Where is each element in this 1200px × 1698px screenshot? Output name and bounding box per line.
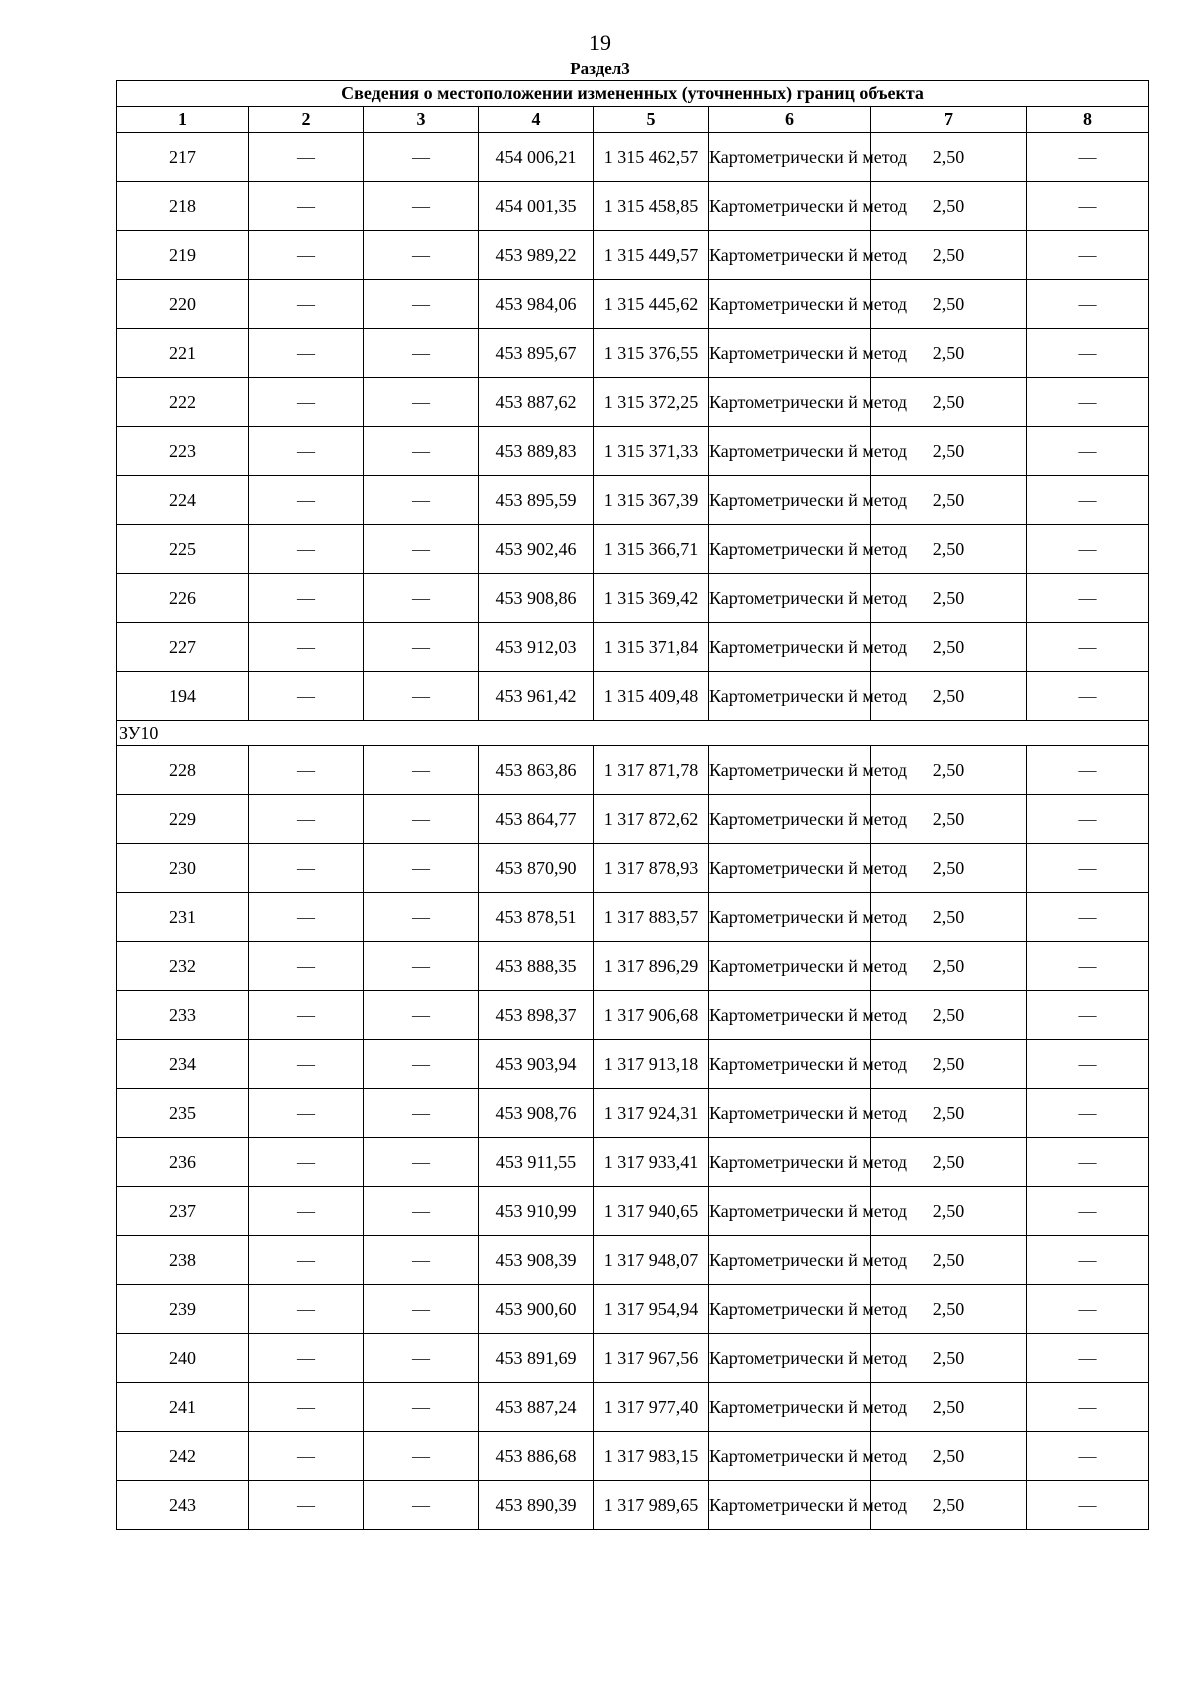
- y-coordinate-cell: 1 317 924,31: [594, 1089, 709, 1138]
- y-coordinate-cell: 1 315 366,71: [594, 525, 709, 574]
- point-number-cell: 223: [117, 427, 249, 476]
- empty-dash-cell: —: [1027, 378, 1149, 427]
- y-coordinate-cell: 1 317 983,15: [594, 1432, 709, 1481]
- empty-dash-cell: —: [364, 1383, 479, 1432]
- column-number: 1: [117, 107, 249, 133]
- x-coordinate-cell: 453 888,35: [479, 942, 594, 991]
- accuracy-cell: 2,50: [871, 1187, 1027, 1236]
- accuracy-cell: 2,50: [871, 893, 1027, 942]
- method-cell: Картометрически й метод: [709, 991, 871, 1040]
- empty-dash-cell: —: [249, 1236, 364, 1285]
- empty-dash-cell: —: [249, 746, 364, 795]
- empty-dash-cell: —: [1027, 427, 1149, 476]
- empty-dash-cell: —: [1027, 942, 1149, 991]
- point-number-cell: 228: [117, 746, 249, 795]
- y-coordinate-cell: 1 317 933,41: [594, 1138, 709, 1187]
- method-cell: Картометрически й метод: [709, 182, 871, 231]
- empty-dash-cell: —: [364, 623, 479, 672]
- accuracy-cell: 2,50: [871, 623, 1027, 672]
- empty-dash-cell: —: [364, 427, 479, 476]
- y-coordinate-cell: 1 315 462,57: [594, 133, 709, 182]
- empty-dash-cell: —: [249, 1138, 364, 1187]
- method-cell: Картометрически й метод: [709, 231, 871, 280]
- x-coordinate-cell: 453 895,59: [479, 476, 594, 525]
- empty-dash-cell: —: [364, 1089, 479, 1138]
- empty-dash-cell: —: [1027, 231, 1149, 280]
- method-cell: Картометрически й метод: [709, 672, 871, 721]
- x-coordinate-cell: 453 863,86: [479, 746, 594, 795]
- empty-dash-cell: —: [364, 231, 479, 280]
- empty-dash-cell: —: [1027, 1138, 1149, 1187]
- empty-dash-cell: —: [1027, 1236, 1149, 1285]
- empty-dash-cell: —: [1027, 795, 1149, 844]
- empty-dash-cell: —: [1027, 1089, 1149, 1138]
- table-row: [117, 329, 1149, 378]
- empty-dash-cell: —: [364, 844, 479, 893]
- table-row: [117, 623, 1149, 672]
- empty-dash-cell: —: [1027, 1432, 1149, 1481]
- method-cell: Картометрически й метод: [709, 378, 871, 427]
- point-number-cell: 224: [117, 476, 249, 525]
- point-number-cell: 222: [117, 378, 249, 427]
- column-number: 2: [249, 107, 364, 133]
- table-row: [117, 378, 1149, 427]
- table-row: [117, 1040, 1149, 1089]
- x-coordinate-cell: 453 891,69: [479, 1334, 594, 1383]
- y-coordinate-cell: 1 317 940,65: [594, 1187, 709, 1236]
- table-body: [117, 133, 1149, 1530]
- point-number-cell: 194: [117, 672, 249, 721]
- empty-dash-cell: —: [1027, 844, 1149, 893]
- y-coordinate-cell: 1 315 371,84: [594, 623, 709, 672]
- empty-dash-cell: —: [249, 427, 364, 476]
- table-row: [117, 942, 1149, 991]
- x-coordinate-cell: 453 911,55: [479, 1138, 594, 1187]
- empty-dash-cell: —: [1027, 182, 1149, 231]
- method-cell: Картометрически й метод: [709, 844, 871, 893]
- empty-dash-cell: —: [249, 1383, 364, 1432]
- table-row: [117, 991, 1149, 1040]
- empty-dash-cell: —: [1027, 1285, 1149, 1334]
- method-cell: Картометрически й метод: [709, 1040, 871, 1089]
- x-coordinate-cell: 453 903,94: [479, 1040, 594, 1089]
- x-coordinate-cell: 453 870,90: [479, 844, 594, 893]
- empty-dash-cell: —: [1027, 280, 1149, 329]
- accuracy-cell: 2,50: [871, 746, 1027, 795]
- y-coordinate-cell: 1 317 977,40: [594, 1383, 709, 1432]
- point-number-cell: 233: [117, 991, 249, 1040]
- accuracy-cell: 2,50: [871, 574, 1027, 623]
- accuracy-cell: 2,50: [871, 844, 1027, 893]
- empty-dash-cell: —: [249, 1334, 364, 1383]
- empty-dash-cell: —: [364, 525, 479, 574]
- method-cell: Картометрически й метод: [709, 1089, 871, 1138]
- method-cell: Картометрически й метод: [709, 1187, 871, 1236]
- accuracy-cell: 2,50: [871, 231, 1027, 280]
- accuracy-cell: 2,50: [871, 1236, 1027, 1285]
- point-number-cell: 229: [117, 795, 249, 844]
- accuracy-cell: 2,50: [871, 280, 1027, 329]
- point-number-cell: 226: [117, 574, 249, 623]
- x-coordinate-cell: 453 895,67: [479, 329, 594, 378]
- empty-dash-cell: —: [1027, 133, 1149, 182]
- accuracy-cell: 2,50: [871, 1040, 1027, 1089]
- table-row: [117, 1432, 1149, 1481]
- empty-dash-cell: —: [364, 672, 479, 721]
- empty-dash-cell: —: [249, 1432, 364, 1481]
- point-number-cell: 232: [117, 942, 249, 991]
- y-coordinate-cell: 1 317 913,18: [594, 1040, 709, 1089]
- table-row: [117, 672, 1149, 721]
- x-coordinate-cell: 453 864,77: [479, 795, 594, 844]
- empty-dash-cell: —: [249, 574, 364, 623]
- empty-dash-cell: —: [364, 574, 479, 623]
- table-row: [117, 574, 1149, 623]
- method-cell: Картометрически й метод: [709, 942, 871, 991]
- point-number-cell: 221: [117, 329, 249, 378]
- method-cell: Картометрически й метод: [709, 574, 871, 623]
- table-row: [117, 844, 1149, 893]
- empty-dash-cell: —: [1027, 525, 1149, 574]
- method-cell: Картометрически й метод: [709, 1481, 871, 1530]
- point-number-cell: 237: [117, 1187, 249, 1236]
- table-row: [117, 1383, 1149, 1432]
- accuracy-cell: 2,50: [871, 1334, 1027, 1383]
- x-coordinate-cell: 453 989,22: [479, 231, 594, 280]
- empty-dash-cell: —: [1027, 1383, 1149, 1432]
- y-coordinate-cell: 1 315 371,33: [594, 427, 709, 476]
- x-coordinate-cell: 454 006,21: [479, 133, 594, 182]
- accuracy-cell: 2,50: [871, 1089, 1027, 1138]
- group-header-row: [117, 721, 1149, 746]
- point-number-cell: 238: [117, 1236, 249, 1285]
- table-row: [117, 231, 1149, 280]
- point-number-cell: 243: [117, 1481, 249, 1530]
- x-coordinate-cell: 453 898,37: [479, 991, 594, 1040]
- point-number-cell: 235: [117, 1089, 249, 1138]
- coordinates-table: [116, 80, 1149, 1530]
- column-number: 7: [871, 107, 1027, 133]
- empty-dash-cell: —: [249, 378, 364, 427]
- empty-dash-cell: —: [364, 893, 479, 942]
- empty-dash-cell: —: [249, 942, 364, 991]
- y-coordinate-cell: 1 317 906,68: [594, 991, 709, 1040]
- x-coordinate-cell: 453 908,39: [479, 1236, 594, 1285]
- empty-dash-cell: —: [364, 1236, 479, 1285]
- y-coordinate-cell: 1 317 948,07: [594, 1236, 709, 1285]
- method-cell: Картометрически й метод: [709, 133, 871, 182]
- x-coordinate-cell: 453 908,76: [479, 1089, 594, 1138]
- method-cell: Картометрически й метод: [709, 795, 871, 844]
- empty-dash-cell: —: [249, 476, 364, 525]
- point-number-cell: 217: [117, 133, 249, 182]
- empty-dash-cell: —: [1027, 1040, 1149, 1089]
- empty-dash-cell: —: [364, 378, 479, 427]
- accuracy-cell: 2,50: [871, 1481, 1027, 1530]
- column-number-row: [117, 107, 1149, 133]
- accuracy-cell: 2,50: [871, 427, 1027, 476]
- empty-dash-cell: —: [249, 133, 364, 182]
- column-number: 4: [479, 107, 594, 133]
- method-cell: Картометрически й метод: [709, 476, 871, 525]
- x-coordinate-cell: 453 912,03: [479, 623, 594, 672]
- y-coordinate-cell: 1 317 954,94: [594, 1285, 709, 1334]
- empty-dash-cell: —: [249, 231, 364, 280]
- accuracy-cell: 2,50: [871, 525, 1027, 574]
- y-coordinate-cell: 1 317 872,62: [594, 795, 709, 844]
- table-row: [117, 1236, 1149, 1285]
- y-coordinate-cell: 1 317 871,78: [594, 746, 709, 795]
- empty-dash-cell: —: [249, 991, 364, 1040]
- point-number-cell: 218: [117, 182, 249, 231]
- table-row: [117, 525, 1149, 574]
- point-number-cell: 220: [117, 280, 249, 329]
- empty-dash-cell: —: [1027, 893, 1149, 942]
- point-number-cell: 227: [117, 623, 249, 672]
- empty-dash-cell: —: [364, 942, 479, 991]
- point-number-cell: 219: [117, 231, 249, 280]
- group-label: ЗУ10: [117, 721, 1149, 746]
- accuracy-cell: 2,50: [871, 991, 1027, 1040]
- x-coordinate-cell: 453 908,86: [479, 574, 594, 623]
- accuracy-cell: 2,50: [871, 942, 1027, 991]
- y-coordinate-cell: 1 317 989,65: [594, 1481, 709, 1530]
- column-number: 6: [709, 107, 871, 133]
- method-cell: Картометрически й метод: [709, 1432, 871, 1481]
- x-coordinate-cell: 453 890,39: [479, 1481, 594, 1530]
- empty-dash-cell: —: [249, 1285, 364, 1334]
- column-number: 3: [364, 107, 479, 133]
- empty-dash-cell: —: [249, 1187, 364, 1236]
- y-coordinate-cell: 1 317 878,93: [594, 844, 709, 893]
- accuracy-cell: 2,50: [871, 476, 1027, 525]
- empty-dash-cell: —: [1027, 1481, 1149, 1530]
- table-row: [117, 1089, 1149, 1138]
- empty-dash-cell: —: [249, 1040, 364, 1089]
- accuracy-cell: 2,50: [871, 182, 1027, 231]
- table-row: [117, 1334, 1149, 1383]
- empty-dash-cell: —: [249, 1481, 364, 1530]
- empty-dash-cell: —: [364, 133, 479, 182]
- table-row: [117, 427, 1149, 476]
- empty-dash-cell: —: [249, 329, 364, 378]
- accuracy-cell: 2,50: [871, 1383, 1027, 1432]
- point-number-cell: 231: [117, 893, 249, 942]
- point-number-cell: 241: [117, 1383, 249, 1432]
- empty-dash-cell: —: [364, 182, 479, 231]
- x-coordinate-cell: 453 984,06: [479, 280, 594, 329]
- accuracy-cell: 2,50: [871, 672, 1027, 721]
- column-number: 8: [1027, 107, 1149, 133]
- accuracy-cell: 2,50: [871, 1432, 1027, 1481]
- empty-dash-cell: —: [249, 1089, 364, 1138]
- empty-dash-cell: —: [364, 476, 479, 525]
- y-coordinate-cell: 1 317 967,56: [594, 1334, 709, 1383]
- accuracy-cell: 2,50: [871, 378, 1027, 427]
- point-number-cell: 225: [117, 525, 249, 574]
- y-coordinate-cell: 1 315 409,48: [594, 672, 709, 721]
- method-cell: Картометрически й метод: [709, 329, 871, 378]
- empty-dash-cell: —: [1027, 672, 1149, 721]
- point-number-cell: 239: [117, 1285, 249, 1334]
- method-cell: Картометрически й метод: [709, 525, 871, 574]
- accuracy-cell: 2,50: [871, 1285, 1027, 1334]
- table-row: [117, 280, 1149, 329]
- empty-dash-cell: —: [364, 1285, 479, 1334]
- table-row: [117, 182, 1149, 231]
- method-cell: Картометрически й метод: [709, 746, 871, 795]
- method-cell: Картометрически й метод: [709, 893, 871, 942]
- empty-dash-cell: —: [364, 1138, 479, 1187]
- table-row: [117, 476, 1149, 525]
- empty-dash-cell: —: [364, 1481, 479, 1530]
- empty-dash-cell: —: [364, 1040, 479, 1089]
- empty-dash-cell: —: [364, 746, 479, 795]
- table-row: [117, 1285, 1149, 1334]
- x-coordinate-cell: 453 889,83: [479, 427, 594, 476]
- y-coordinate-cell: 1 315 445,62: [594, 280, 709, 329]
- empty-dash-cell: —: [249, 844, 364, 893]
- empty-dash-cell: —: [364, 1334, 479, 1383]
- method-cell: Картометрически й метод: [709, 1334, 871, 1383]
- empty-dash-cell: —: [1027, 329, 1149, 378]
- accuracy-cell: 2,50: [871, 1138, 1027, 1187]
- empty-dash-cell: —: [364, 280, 479, 329]
- empty-dash-cell: —: [249, 525, 364, 574]
- x-coordinate-cell: 453 961,42: [479, 672, 594, 721]
- empty-dash-cell: —: [249, 182, 364, 231]
- y-coordinate-cell: 1 315 367,39: [594, 476, 709, 525]
- x-coordinate-cell: 453 902,46: [479, 525, 594, 574]
- empty-dash-cell: —: [249, 795, 364, 844]
- empty-dash-cell: —: [1027, 476, 1149, 525]
- table-caption: Сведения о местоположении измененных (уточненных) границ объекта: [117, 81, 1149, 107]
- point-number-cell: 242: [117, 1432, 249, 1481]
- y-coordinate-cell: 1 315 376,55: [594, 329, 709, 378]
- empty-dash-cell: —: [364, 795, 479, 844]
- empty-dash-cell: —: [364, 991, 479, 1040]
- table-row: [117, 1138, 1149, 1187]
- table-row: [117, 1481, 1149, 1530]
- empty-dash-cell: —: [1027, 746, 1149, 795]
- method-cell: Картометрически й метод: [709, 427, 871, 476]
- empty-dash-cell: —: [364, 1187, 479, 1236]
- x-coordinate-cell: 453 900,60: [479, 1285, 594, 1334]
- x-coordinate-cell: 453 887,24: [479, 1383, 594, 1432]
- empty-dash-cell: —: [1027, 1187, 1149, 1236]
- y-coordinate-cell: 1 317 896,29: [594, 942, 709, 991]
- method-cell: Картометрически й метод: [709, 280, 871, 329]
- y-coordinate-cell: 1 317 883,57: [594, 893, 709, 942]
- empty-dash-cell: —: [249, 623, 364, 672]
- accuracy-cell: 2,50: [871, 329, 1027, 378]
- empty-dash-cell: —: [364, 1432, 479, 1481]
- point-number-cell: 236: [117, 1138, 249, 1187]
- empty-dash-cell: —: [364, 329, 479, 378]
- table-row: [117, 133, 1149, 182]
- column-number: 5: [594, 107, 709, 133]
- x-coordinate-cell: 454 001,35: [479, 182, 594, 231]
- empty-dash-cell: —: [1027, 991, 1149, 1040]
- point-number-cell: 230: [117, 844, 249, 893]
- y-coordinate-cell: 1 315 369,42: [594, 574, 709, 623]
- y-coordinate-cell: 1 315 449,57: [594, 231, 709, 280]
- empty-dash-cell: —: [249, 893, 364, 942]
- section-label: Раздел3: [570, 59, 630, 78]
- accuracy-cell: 2,50: [871, 795, 1027, 844]
- empty-dash-cell: —: [1027, 623, 1149, 672]
- point-number-cell: 234: [117, 1040, 249, 1089]
- point-number-cell: 240: [117, 1334, 249, 1383]
- x-coordinate-cell: 453 878,51: [479, 893, 594, 942]
- method-cell: Картометрически й метод: [709, 1383, 871, 1432]
- method-cell: Картометрически й метод: [709, 1236, 871, 1285]
- x-coordinate-cell: 453 886,68: [479, 1432, 594, 1481]
- x-coordinate-cell: 453 887,62: [479, 378, 594, 427]
- empty-dash-cell: —: [1027, 1334, 1149, 1383]
- method-cell: Картометрически й метод: [709, 1285, 871, 1334]
- method-cell: Картометрически й метод: [709, 623, 871, 672]
- table-row: [117, 893, 1149, 942]
- empty-dash-cell: —: [249, 672, 364, 721]
- accuracy-cell: 2,50: [871, 133, 1027, 182]
- table-row: [117, 746, 1149, 795]
- empty-dash-cell: —: [1027, 574, 1149, 623]
- y-coordinate-cell: 1 315 372,25: [594, 378, 709, 427]
- y-coordinate-cell: 1 315 458,85: [594, 182, 709, 231]
- x-coordinate-cell: 453 910,99: [479, 1187, 594, 1236]
- page-number: 19: [589, 30, 611, 55]
- empty-dash-cell: —: [249, 280, 364, 329]
- method-cell: Картометрически й метод: [709, 1138, 871, 1187]
- table-row: [117, 1187, 1149, 1236]
- table-row: [117, 795, 1149, 844]
